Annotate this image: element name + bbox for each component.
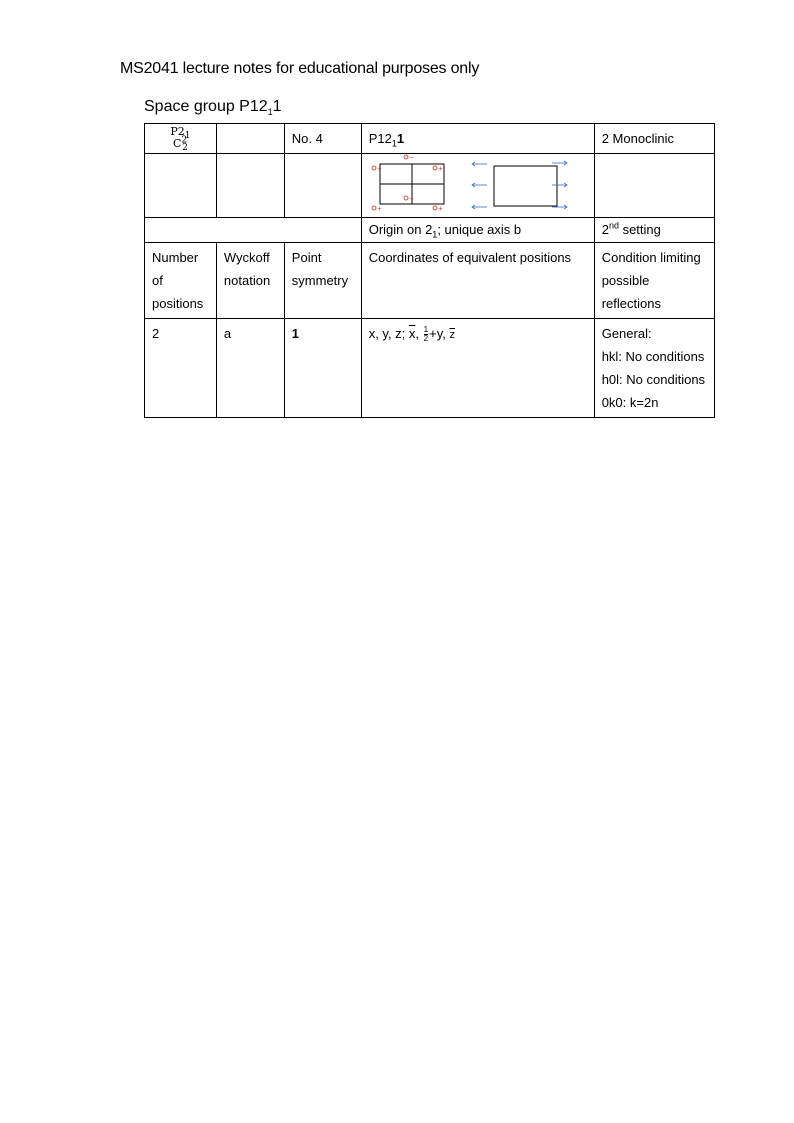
title-suffix: 1	[272, 98, 282, 115]
empty-cell	[594, 154, 714, 218]
symmetry-value: 1	[284, 319, 361, 418]
column-header-condition: Condition limiting possible reflections	[594, 243, 714, 319]
condition-line: h0l: No conditions	[601, 372, 706, 387]
origin-post: ; unique axis b	[437, 222, 522, 237]
symmetry-diagrams	[362, 154, 594, 217]
position-circle	[433, 166, 437, 170]
column-header-point-symmetry: Point symmetry	[284, 243, 361, 319]
column-header-wyckoff: Wyckoff notation	[216, 243, 284, 319]
symmetry-diagram-cell	[361, 154, 594, 218]
origin-cell	[361, 218, 594, 243]
page-header: MS2041 lecture notes for educational purposes only	[120, 60, 480, 77]
space-group-title	[144, 98, 282, 116]
symbol-bottom-main: C	[173, 137, 182, 150]
symbol-bottom-sup: 2	[181, 135, 188, 146]
position-sign: +	[437, 165, 443, 173]
full-symbol-sub: 1	[391, 138, 397, 149]
position-sign: +	[437, 205, 443, 213]
position-circle	[372, 166, 376, 170]
position-sign: +	[376, 205, 382, 213]
full-symbol-cell	[361, 124, 594, 154]
empty-cell	[145, 218, 362, 243]
projection-diagram	[494, 166, 557, 206]
coord-zbar: $\overline{z}$	[449, 329, 455, 341]
coord-part1: x, y, z;	[368, 326, 409, 341]
wyckoff-value: a	[216, 319, 284, 418]
position-circle	[404, 196, 408, 200]
table-row	[145, 243, 715, 319]
origin-sub: 1	[432, 229, 438, 240]
symbol-top-sub: 1	[184, 131, 191, 142]
coord-part2: +y,	[429, 326, 450, 341]
screw-axis-arrows	[472, 161, 567, 209]
space-group-table	[144, 123, 715, 418]
column-header-number: Number of positions	[145, 243, 217, 319]
position-circle	[404, 155, 408, 159]
frac-denominator: 2	[423, 334, 429, 344]
schoenflies-symbol	[147, 135, 214, 154]
position-sign: −	[408, 154, 414, 162]
coord-sep1: ,	[415, 326, 423, 341]
empty-cell	[284, 154, 361, 218]
number-cell: No. 4	[284, 124, 361, 154]
symbol-top-main: P2	[170, 125, 185, 138]
table-row	[145, 154, 715, 218]
setting-post: setting	[618, 222, 661, 237]
origin-pre: Origin on 2	[368, 222, 433, 237]
symbol-bottom-sub: 2	[182, 143, 188, 154]
short-symbol-cell	[145, 124, 217, 154]
full-symbol-suffix: 1	[396, 131, 405, 146]
position-circle	[433, 206, 437, 210]
crystal-system-cell: 2 Monoclinic	[594, 124, 714, 154]
coord-xbar: $\overline{x}$	[408, 326, 416, 341]
full-symbol-main: P12	[368, 131, 392, 146]
coord-fraction	[424, 326, 428, 343]
condition-line: 0k0: k=2n	[601, 395, 659, 410]
position-sign: +	[376, 165, 382, 173]
table-row	[145, 218, 715, 243]
title-prefix: Space group P12	[144, 98, 268, 115]
positions-value: 2	[145, 319, 217, 418]
conditions-value	[594, 319, 714, 418]
condition-line: hkl: No conditions	[601, 349, 705, 364]
column-header-coordinates: Coordinates of equivalent positions	[361, 243, 594, 319]
frac-numerator: 1	[423, 325, 429, 335]
coordinates-value	[361, 319, 594, 418]
condition-line: General:	[601, 326, 652, 341]
empty-cell	[145, 154, 217, 218]
position-sign: −	[408, 195, 414, 203]
setting-main: 2	[601, 222, 609, 237]
setting-sup: nd	[608, 220, 619, 231]
title-sub: 1	[267, 107, 273, 118]
setting-cell	[594, 218, 714, 243]
empty-cell	[216, 154, 284, 218]
empty-cell	[216, 124, 284, 154]
position-circle	[372, 206, 376, 210]
table-row	[145, 319, 715, 418]
table-row	[145, 124, 715, 154]
